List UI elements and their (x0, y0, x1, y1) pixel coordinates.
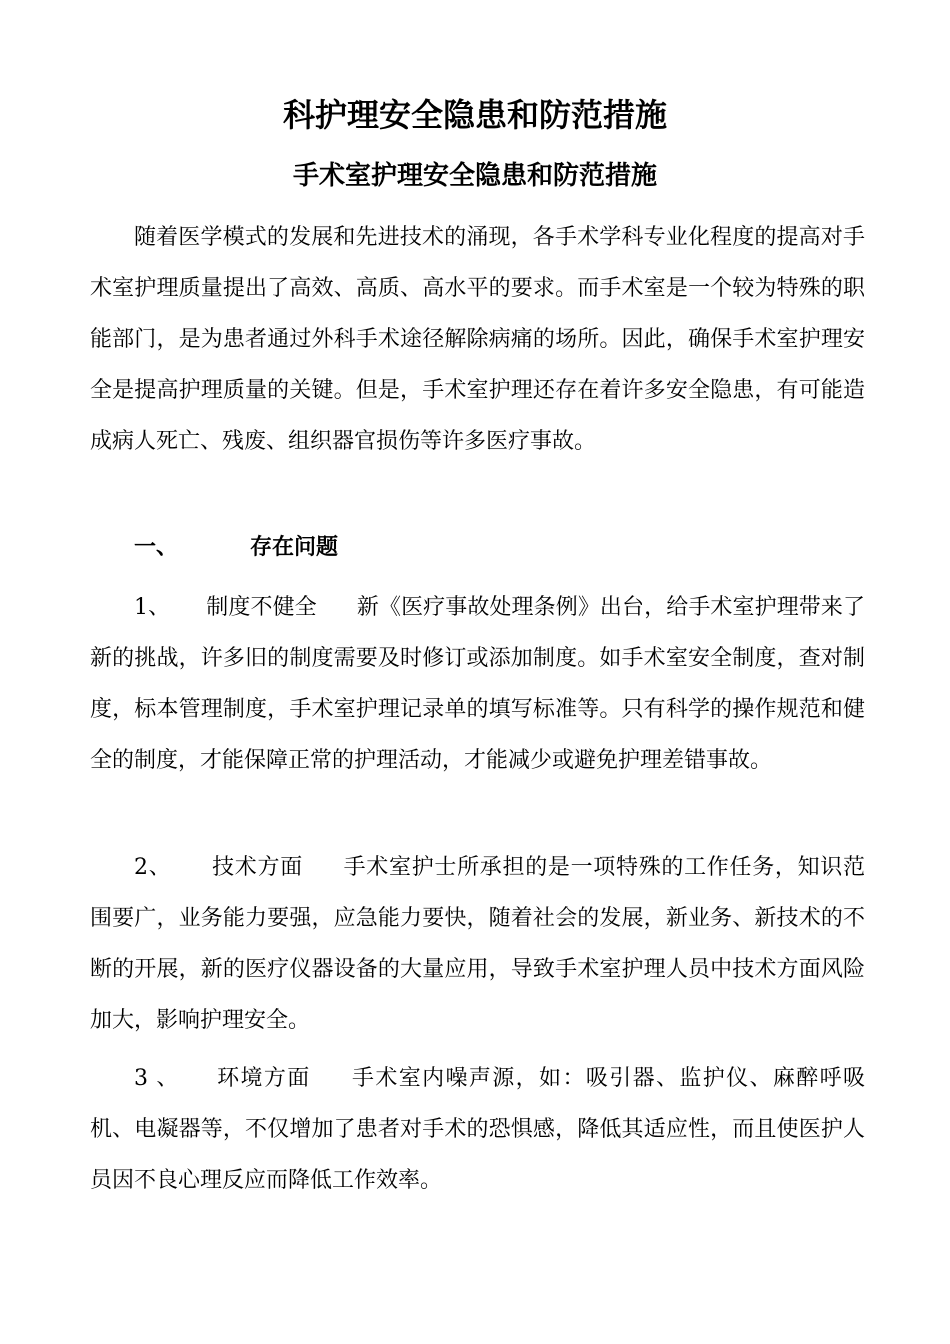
item-topic: 制度不健全 (206, 595, 317, 620)
item-text: 手术室内噪声源，如：吸引器、监护仪、麻醉呼吸机、电凝器等，不仅增加了患者对手术的恐惧感，降低其适应性，而且使医护人员因不良心理反应而降低工作效率。 (90, 1066, 865, 1193)
item-number: 1、 (134, 595, 171, 620)
item-paragraph-3 (90, 1053, 865, 1206)
item-number: 2、 (134, 855, 172, 880)
section-heading (134, 528, 338, 568)
section-title: 存在问题 (250, 535, 339, 560)
item-topic: 环境方面 (215, 1066, 311, 1091)
document-title: 科护理安全隐患和防范措施 (282, 96, 667, 134)
item-number: 3 、 (134, 1066, 180, 1091)
item-text: 新《医疗事故处理条例》出台，给手术室护理带来了新的挑战，许多旧的制度需要及时修订或添加制度。如手术室安全制度，查对制度，标本管理制度，手术室护理记录单的填写标准等。只有科学的操作规范和健全的制度，才能保障正常的护理活动，才能减少或避免护理差错事故。 (90, 595, 865, 773)
item-text: 手术室护士所承担的是一项特殊的工作任务，知识范围要广，业务能力要强，应急能力要快，随着社会的发展，新业务、新技术的不断的开展，新的医疗仪器设备的大量应用，导致手术室护理人员中技术方面风险加大，影响护理安全。 (90, 855, 865, 1033)
document-subtitle: 手术室护理安全隐患和防范措施 (292, 161, 657, 191)
item-paragraph-2 (90, 842, 865, 1046)
section-number: 一、 (134, 535, 179, 560)
item-paragraph-1 (90, 582, 865, 786)
intro-paragraph: 随着医学模式的发展和先进技术的涌现，各手术学科专业化程度的提高对手术室护理质量提出了高效、高质、高水平的要求。而手术室是一个较为特殊的职能部门，是为患者通过外科手术途径解除病痛的场所。因此，确保手术室护理安全是提高护理质量的关键。但是，手术室护理还存在着许多安全隐患，有可能造成病人死亡、残废、组织器官损伤等许多医疗事故。 (90, 225, 865, 454)
item-topic: 技术方面 (211, 855, 303, 880)
